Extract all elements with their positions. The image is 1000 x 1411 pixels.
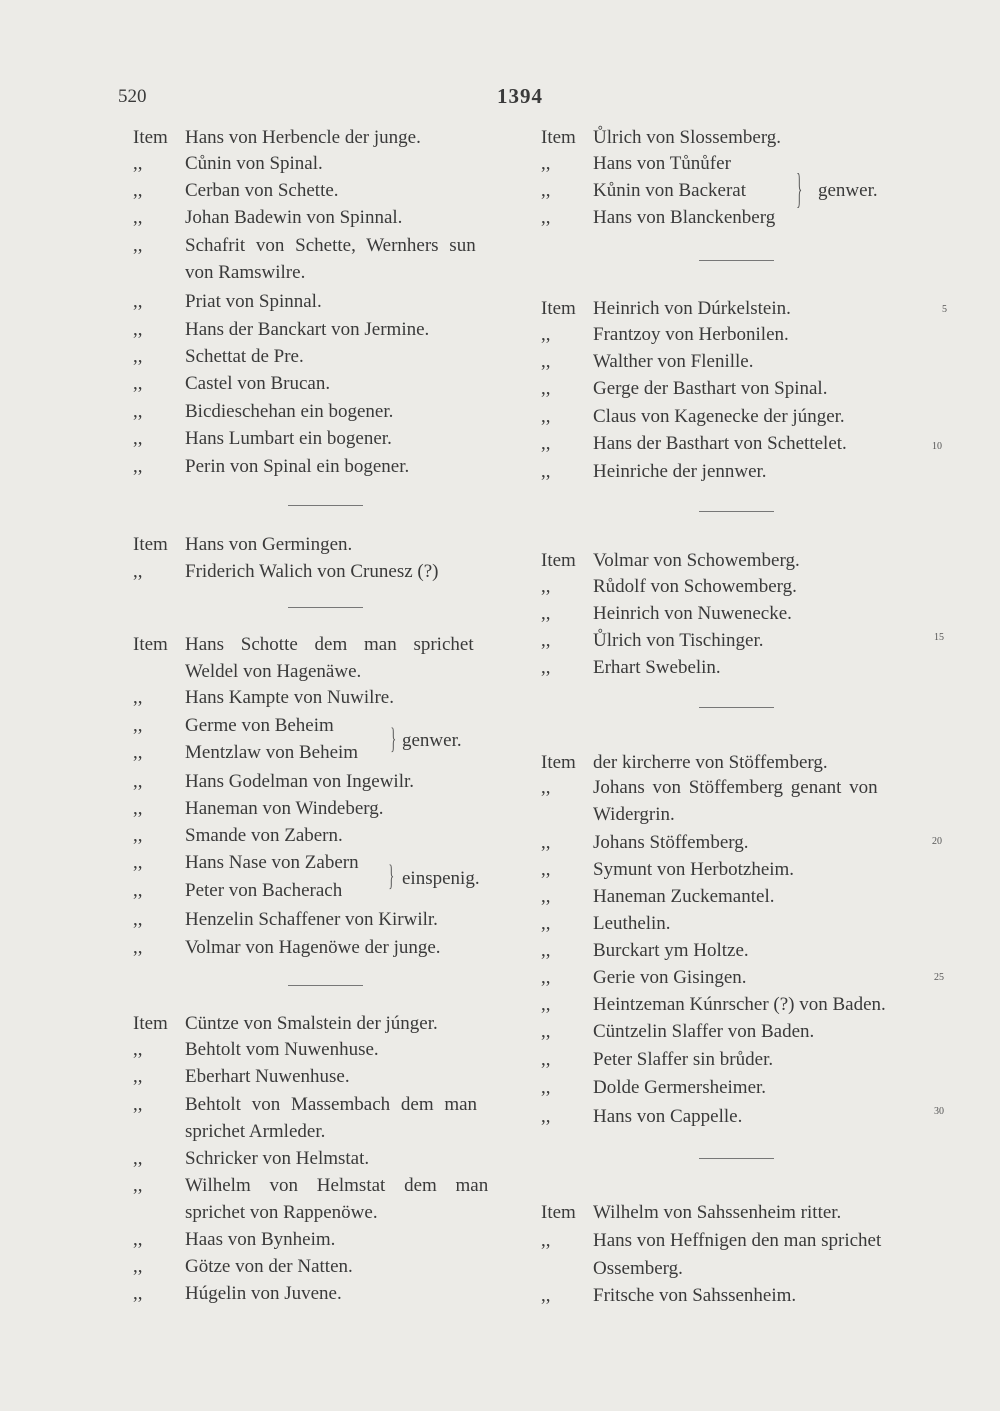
entry-line: Item Hans von Herbencle der junge. bbox=[133, 127, 421, 148]
entry-line: ,, Castel von Brucan. bbox=[133, 373, 331, 394]
entry-line: ,, Hans Kampte von Nuwilre. bbox=[133, 687, 394, 708]
margin-line-number: 5 bbox=[942, 304, 947, 315]
entry-line: ,, Erhart Swebelin. bbox=[541, 657, 721, 678]
entry-line: ,, Haneman von Windeberg. bbox=[133, 798, 384, 819]
entry-line: ,, Volmar von Hagenöwe der junge. bbox=[133, 937, 441, 958]
entry-line: ,, Heinriche der jennwer. bbox=[541, 461, 767, 482]
brace-symbol: } bbox=[388, 859, 395, 892]
entry-line: Item Volmar von Schowemberg. bbox=[541, 550, 800, 571]
entry-line: ,, Schricker von Helmstat. bbox=[133, 1148, 370, 1169]
entry-line: ,, Heinrich von Nuwenecke. bbox=[541, 603, 792, 624]
entry-line: ,, Hans von Cappelle. bbox=[541, 1106, 743, 1127]
entry-line: ,, Bicdieschehan ein bogener. bbox=[133, 401, 394, 422]
entry-line: ,, Perin von Spinal ein bogener. bbox=[133, 456, 410, 477]
entry-line: Item Heinrich von Dúrkelstein. bbox=[541, 298, 791, 319]
entry-line: ,, Haneman Zuckemantel. bbox=[541, 886, 775, 907]
entry-line: ,, Haas von Bynheim. bbox=[133, 1229, 336, 1250]
entry-line: ,, Claus von Kagenecke der júnger. bbox=[541, 406, 845, 427]
entry-line: ,, Gerge der Basthart von Spinal. bbox=[541, 378, 828, 399]
margin-line-number: 20 bbox=[932, 836, 942, 847]
margin-line-number: 25 bbox=[934, 972, 944, 983]
entry-line: von Ramswilre. bbox=[185, 262, 306, 283]
entry-line: ,, Mentzlaw von Beheim bbox=[133, 742, 359, 763]
entry-line: ,, Walther von Flenille. bbox=[541, 351, 754, 372]
entry-line: Item Ůlrich von Slossemberg. bbox=[541, 127, 782, 148]
entry-line: ,, Germe von Beheim bbox=[133, 715, 334, 736]
entry-line: sprichet von Rappenöwe. bbox=[185, 1202, 378, 1223]
entry-line: ,, Götze von der Natten. bbox=[133, 1256, 353, 1277]
brace-label: einspenig. bbox=[402, 868, 480, 889]
entry-line: ,, Schettat de Pre. bbox=[133, 346, 304, 367]
entry-line: ,, Hans von Heffnigen den man sprichet bbox=[541, 1230, 882, 1251]
margin-line-number: 10 bbox=[932, 441, 942, 452]
section-divider bbox=[699, 511, 774, 512]
entry-line: ,, Ůlrich von Tischinger. bbox=[541, 630, 764, 651]
entry-line: Widergrin. bbox=[593, 804, 675, 825]
entry-line: ,, Růdolf von Schowemberg. bbox=[541, 576, 797, 597]
entry-line: ,, Schafrit von Schette, Wernhers sun bbox=[133, 235, 476, 256]
entry-line: ,, Frantzoy von Herbonilen. bbox=[541, 324, 789, 345]
section-divider bbox=[288, 607, 363, 608]
entry-line: Weldel von Hagenäwe. bbox=[185, 661, 362, 682]
entry-line: ,, Hans von Tůnůfer bbox=[541, 153, 731, 174]
entry-line: ,, Peter Slaffer sin brůder. bbox=[541, 1049, 774, 1070]
entry-line: Ossemberg. bbox=[593, 1258, 683, 1279]
entry-line: ,, Priat von Spinnal. bbox=[133, 291, 322, 312]
entry-line: Item Wilhelm von Sahssenheim ritter. bbox=[541, 1202, 842, 1223]
entry-line: Item Hans von Germingen. bbox=[133, 534, 353, 555]
entry-line: ,, Behtolt von Massembach dem man bbox=[133, 1094, 478, 1115]
entry-line: ,, Hans Lumbart ein bogener. bbox=[133, 428, 392, 449]
brace-label: genwer. bbox=[818, 180, 878, 201]
entry-line: ,, Johans von Stöffemberg genant von bbox=[541, 777, 878, 798]
page-number: 520 bbox=[118, 86, 147, 107]
entry-line: Item der kircherre von Stöffemberg. bbox=[541, 752, 828, 773]
section-divider bbox=[699, 260, 774, 261]
entry-line: ,, Heintzeman Kúnrscher (?) von Baden. bbox=[541, 994, 886, 1015]
entry-line: ,, Cüntzelin Slaffer von Baden. bbox=[541, 1021, 815, 1042]
section-divider bbox=[288, 985, 363, 986]
entry-line: ,, Behtolt vom Nuwenhuse. bbox=[133, 1039, 379, 1060]
entry-line: Item Cüntze von Smalstein der júnger. bbox=[133, 1013, 438, 1034]
entry-line: ,, Eberhart Nuwenhuse. bbox=[133, 1066, 350, 1087]
entry-line: ,, Peter von Bacherach bbox=[133, 880, 343, 901]
entry-line: ,, Leuthelin. bbox=[541, 913, 671, 934]
brace-label: genwer. bbox=[402, 730, 462, 751]
entry-line: ,, Hans der Basthart von Schettelet. bbox=[541, 433, 847, 454]
page-year-heading: 1394 bbox=[497, 84, 543, 108]
entry-line: ,, Húgelin von Juvene. bbox=[133, 1283, 342, 1304]
margin-line-number: 15 bbox=[934, 632, 944, 643]
entry-line: ,, Dolde Germersheimer. bbox=[541, 1077, 767, 1098]
entry-line: ,, Cůnin von Spinal. bbox=[133, 153, 323, 174]
brace-symbol: } bbox=[390, 722, 397, 755]
section-divider bbox=[288, 505, 363, 506]
entry-line: ,, Hans von Blanckenberg bbox=[541, 207, 776, 228]
entry-line: ,, Symunt von Herbotzheim. bbox=[541, 859, 795, 880]
entry-line: ,, Hans Nase von Zabern bbox=[133, 852, 359, 873]
entry-line: ,, Smande von Zabern. bbox=[133, 825, 343, 846]
entry-line: ,, Gerie von Gisingen. bbox=[541, 967, 747, 988]
brace-symbol: } bbox=[796, 166, 803, 213]
entry-line: ,, Henzelin Schaffener von Kirwilr. bbox=[133, 909, 438, 930]
entry-line: ,, Friderich Walich von Crunesz (?) bbox=[133, 561, 439, 582]
entry-line: ,, Cerban von Schette. bbox=[133, 180, 339, 201]
section-divider bbox=[699, 707, 774, 708]
margin-line-number: 30 bbox=[934, 1106, 944, 1117]
entry-line: ,, Johan Badewin von Spinnal. bbox=[133, 207, 403, 228]
entry-line: Item Hans Schotte dem man sprichet bbox=[133, 634, 474, 655]
section-divider bbox=[699, 1158, 774, 1159]
entry-line: sprichet Armleder. bbox=[185, 1121, 326, 1142]
entry-line: ,, Wilhelm von Helmstat dem man bbox=[133, 1175, 489, 1196]
entry-line: ,, Burckart ym Holtze. bbox=[541, 940, 749, 961]
entry-line: ,, Hans Godelman von Ingewilr. bbox=[133, 771, 415, 792]
entry-line: ,, Fritsche von Sahssenheim. bbox=[541, 1285, 797, 1306]
entry-line: ,, Johans Stöffemberg. bbox=[541, 832, 749, 853]
entry-line: ,, Hans der Banckart von Jermine. bbox=[133, 319, 430, 340]
entry-line: ,, Kůnin von Backerat bbox=[541, 180, 747, 201]
